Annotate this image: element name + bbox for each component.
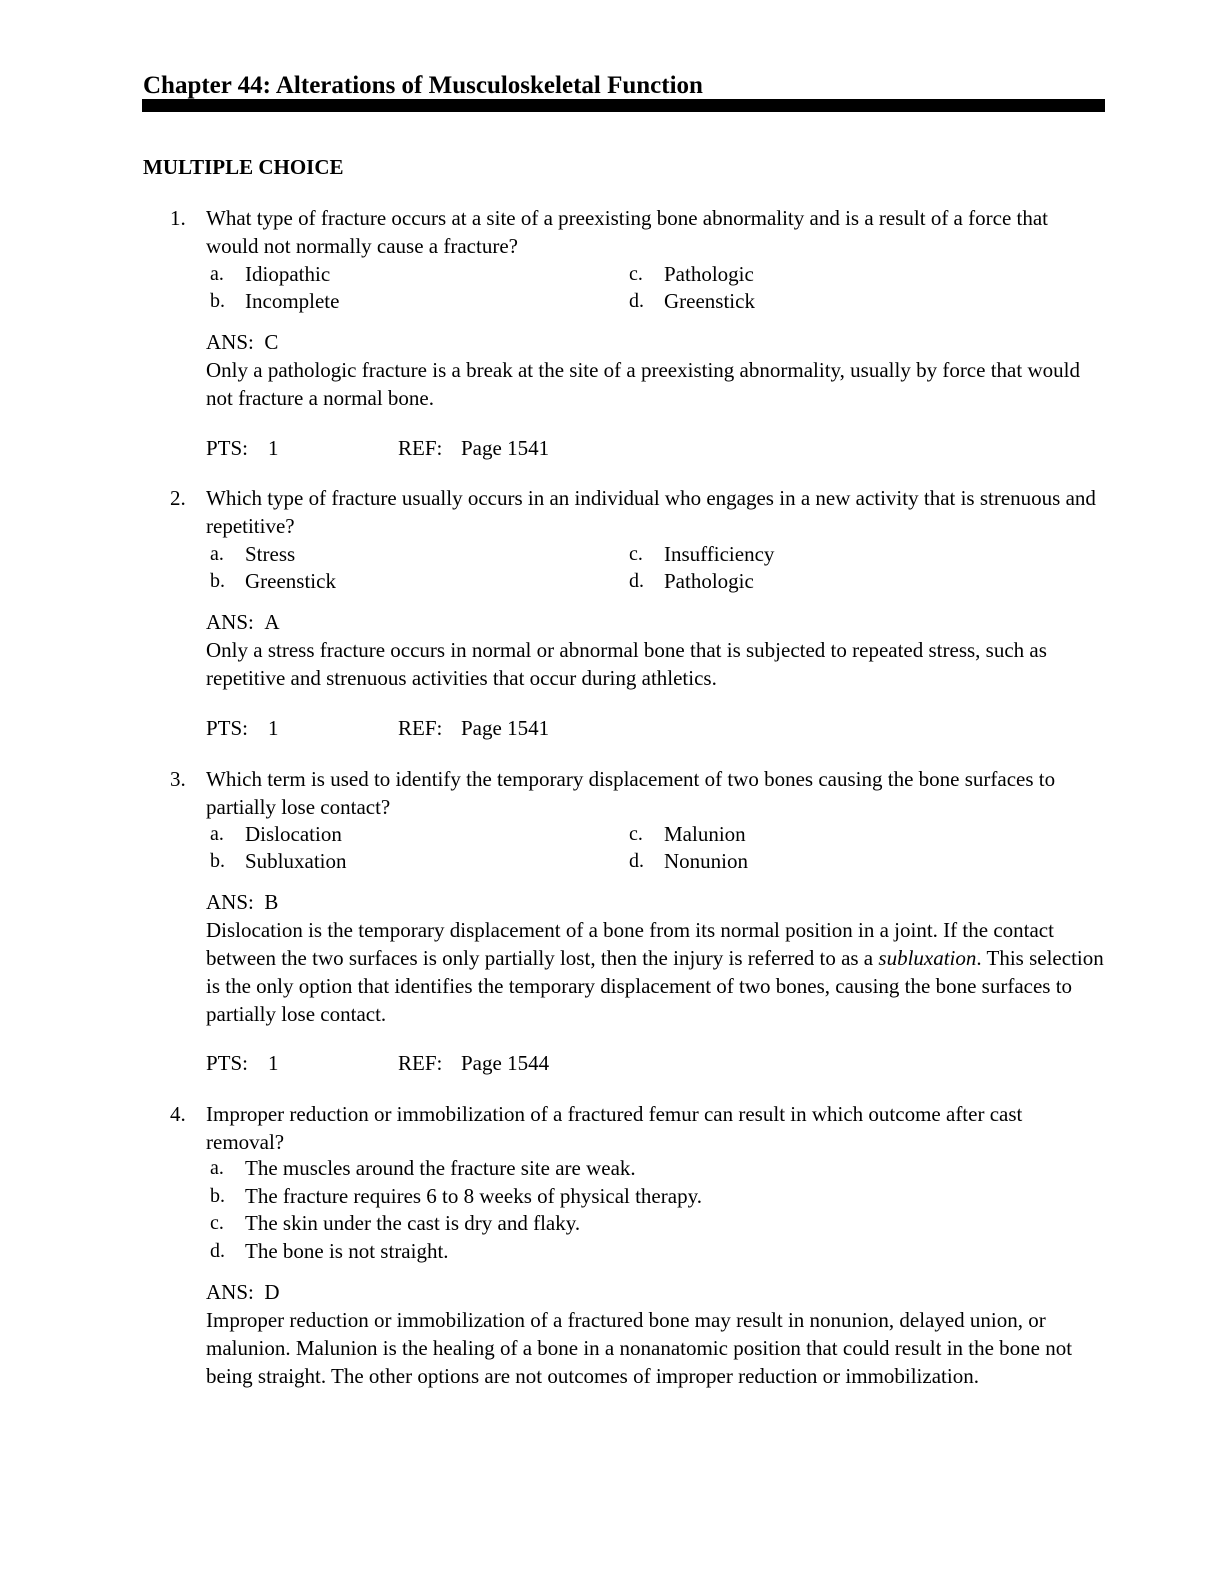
option-text: Subluxation [245,849,347,873]
option-letter: d. [629,850,644,872]
answer-explanation: Improper reduction or immobilization of a fractured bone may result in nonunion, delayed union, or malunion. Malunion is the healing of a bone in a nonanatomic position that could result in the bone not being straight. The other options are not outcomes of improper reduction or immobilization. [206,1308,1073,1388]
answer-block [206,608,1111,692]
option-text: The fracture requires 6 to 8 weeks of physical therapy. [245,1184,702,1208]
pts-value: 1 [268,716,279,740]
option-letter: a. [210,263,224,285]
ref-label: REF: [398,716,443,740]
answer-explanation [206,916,1111,1028]
question-text: Improper reduction or immobilization of a fractured femur can result in which outcome after cast removal? [206,1102,1023,1154]
ref-value: Page 1541 [461,716,550,740]
ref-label: REF: [398,1051,443,1075]
answer-explanation: Only a stress fracture occurs in normal or abnormal bone that is subjected to repeated stress, such as repetitive and strenuous activities that occur during athletics. [206,638,1047,690]
answer-value: C [264,330,279,354]
answer-label: ANS: [206,1280,254,1304]
explanation-text: Dislocation is the temporary displacement of a bone from its normal position in a joint. If the contact between the two surfaces is only partially lost, then the injury is referred to as a [206,918,1054,970]
question-text: What type of fracture occurs at a site of a preexisting bone abnormality and is a result of a force that would not normally cause a fracture? [206,206,1048,258]
question-number: 2. [170,486,186,510]
option-letter: a. [210,543,224,565]
answer-label: ANS: [206,890,254,914]
answer-label: ANS: [206,330,254,354]
option-text: Stress [245,542,296,566]
title-rule [142,99,1105,112]
ref-value: Page 1541 [461,436,550,460]
option-text: Incomplete [245,289,340,313]
option-text: Idiopathic [245,262,331,286]
question-number: 3. [170,767,186,791]
answer-line [206,888,1111,916]
option-text: Insufficiency [664,542,775,566]
answer-value: B [264,890,279,914]
answer-line [206,1278,1111,1306]
option-text: Nonunion [664,849,748,873]
ref-value: Page 1544 [461,1051,550,1075]
option-letter: b. [210,290,225,312]
option-letter: d. [629,570,644,592]
option-text: Greenstick [245,569,336,593]
question-number: 1. [170,206,186,230]
option-text: Pathologic [664,569,754,593]
option-letter: d. [210,1240,225,1262]
option-letter: a. [210,1157,224,1179]
pts-label: PTS: [206,716,249,740]
answer-block [206,888,1111,1028]
answer-value: A [264,610,280,634]
answer-value: D [264,1280,280,1304]
pts-label: PTS: [206,436,249,460]
option-letter: b. [210,570,225,592]
option-text: Malunion [664,822,746,846]
answer-block [206,1278,1111,1390]
section-heading: MULTIPLE CHOICE [143,155,344,179]
option-letter: c. [629,263,643,285]
option-letter: b. [210,850,225,872]
option-letter: d. [629,290,644,312]
option-letter: c. [210,1212,224,1234]
option-letter: c. [629,823,643,845]
ref-label: REF: [398,436,443,460]
option-text: The skin under the cast is dry and flaky. [245,1211,581,1235]
option-letter: a. [210,823,224,845]
answer-explanation: Only a pathologic fracture is a break at the site of a preexisting abnormality, usually by force that would not fracture a normal bone. [206,358,1080,410]
option-text: Greenstick [664,289,755,313]
option-letter: b. [210,1185,225,1207]
option-text: The bone is not straight. [245,1239,449,1263]
chapter-title: Chapter 44: Alterations of Musculoskeletal Function [143,72,703,99]
answer-line [206,608,1111,636]
pts-value: 1 [268,1051,279,1075]
option-letter: c. [629,543,643,565]
answer-block [206,328,1111,412]
question-text: Which type of fracture usually occurs in an individual who engages in a new activity that is strenuous and repetitive? [206,486,1096,538]
pts-value: 1 [268,436,279,460]
option-text: Pathologic [664,262,754,286]
answer-label: ANS: [206,610,254,634]
explanation-text-continued: . This selection is the only option that identifies the temporary displacement of two bones, causing the bone surfaces to partially lose contact. [206,946,1104,1026]
explanation-italic-term: subluxation [878,946,977,970]
question-number: 4. [170,1102,186,1126]
option-text: The muscles around the fracture site are weak. [245,1156,636,1180]
question-text: Which term is used to identify the temporary displacement of two bones causing the bone surfaces to partially lose contact? [206,767,1056,819]
option-text: Dislocation [245,822,342,846]
answer-line [206,328,1111,356]
pts-label: PTS: [206,1051,249,1075]
